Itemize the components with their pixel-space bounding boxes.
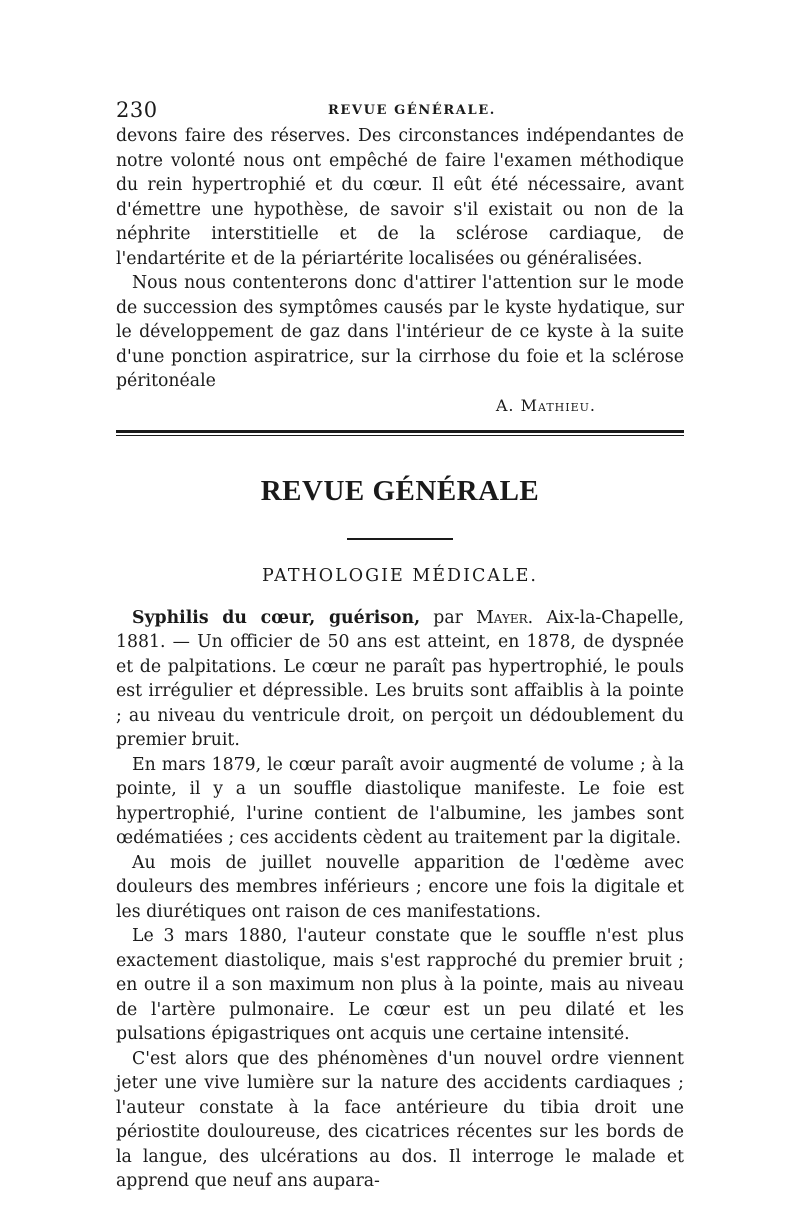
thick-rule [116,430,684,433]
paragraph: devons faire des réserves. Des circonstances indépendantes de notre volonté nous ont empêché de faire l'examen méthodique du rein hypertrophié et du cœur. Il eût été nécessaire, avant d'émettre une hypothèse, de savoir s'il existait ou non de la néphrite interstitielle et de la sclérose cardiaque, de l'endartérite et de la périartérite localisées ou généralisées. [116,126,684,269]
paragraph: Le 3 mars 1880, l'auteur constate que le souffle n'est plus exactement diastolique, mais s'est rapproché du premier bruit ; en outre il a son maximum non plus à la pointe, mais au niveau de l'artère pulmonaire. Le cœur est un peu dilaté et les pulsations épigastriques ont acquis une certaine intensité. [116,926,684,1044]
subsection-title: PATHOLOGIE MÉDICALE. [262,565,538,586]
paragraph: Nous nous contenterons donc d'attirer l'attention sur le mode de succession des symptômes causés par le kyste hydatique, sur le développement de gaz dans l'intérieur de ce kyste à la suite d'une ponction aspiratrice, sur la cirrhose du foie et la sclérose péritonéale [116,273,684,391]
running-title: REVUE GÉNÉRALE. [328,103,496,118]
article-author: Mayer [476,607,528,628]
book-page [116,98,684,1194]
running-head [116,98,684,124]
article-first-paragraph [116,606,684,753]
double-rule-divider [116,430,684,436]
section-title: REVUE GÉNÉRALE [260,474,540,507]
article-text: . Aix-la-Chapelle, 1881. — Un officier de 50 ans est atteint, en 1878, de dyspnée et de palpitations. Le cœur ne paraît pas hypertrophié, le pouls est irrégulier et dépressible. Les bruits sont affaiblis à la pointe ; au niveau du ventricule droit, on perçoit un dédoublement du premier bruit. [116,607,684,750]
paragraph: Au mois de juillet nouvelle apparition de l'œdème avec douleurs des membres inférieurs ; encore une fois la digitale et les diurétiques ont raison de ces manifestations. [116,852,684,922]
article-by: par [420,607,477,628]
article [116,606,684,1194]
author-signature [116,394,684,418]
paragraph: C'est alors que des phénomènes d'un nouvel ordre viennent jeter une vive lumière sur la nature des accidents cardiaques ; l'auteur constate à la face antérieure du tibia droit une périostite douloureuse, des cicatrices récentes sur les bords de la langue, des ulcérations au dos. Il interroge le malade et apprend que neuf ans aupara- [116,1048,684,1191]
signature-name: A. Mathieu. [495,395,596,415]
thin-rule [116,435,684,436]
paragraph: En mars 1879, le cœur paraît avoir augmenté de volume ; à la pointe, il y a un souffle diastolique manifeste. Le foie est hypertrophié, l'urine contient de l'albumine, les jambes sont œdématiées ; ces accidents cèdent au traitement par la digitale. [116,754,684,848]
short-rule [347,538,453,540]
previous-article-end [116,124,684,418]
page-number: 230 [116,98,158,122]
article-title: Syphilis du cœur, guérison, [132,607,421,628]
